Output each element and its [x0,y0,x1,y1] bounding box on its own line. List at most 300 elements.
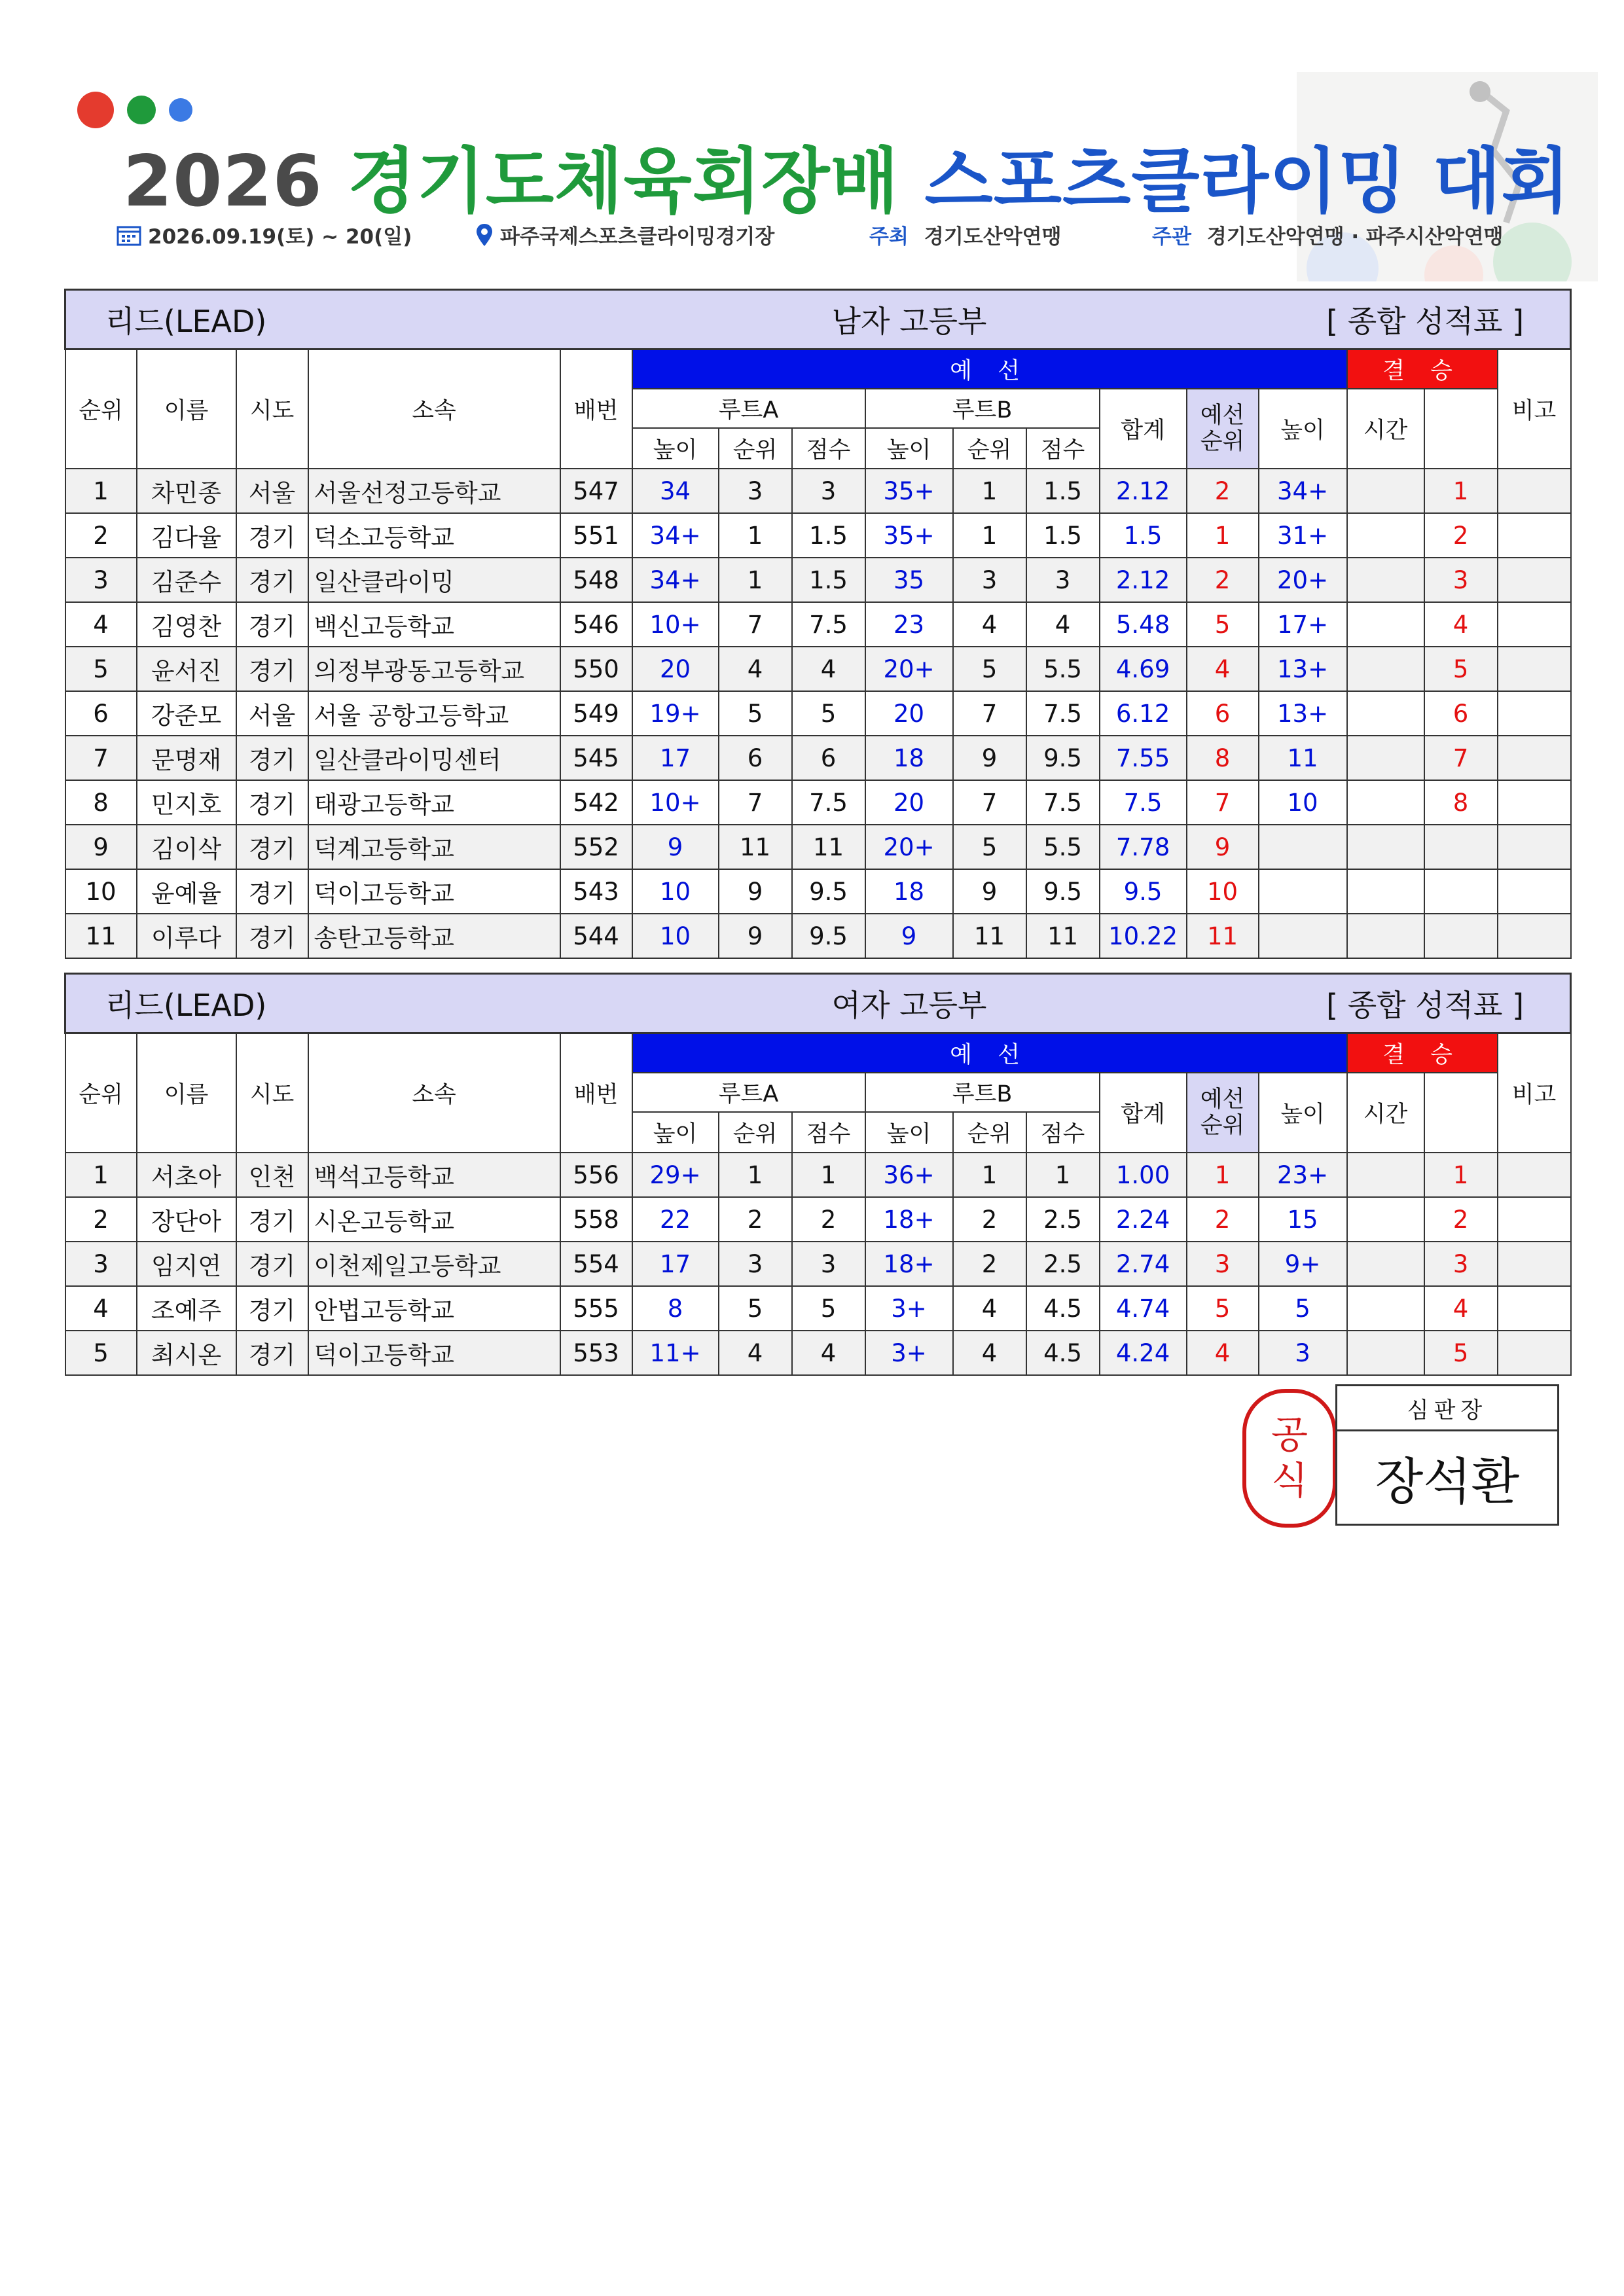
route-b-rank-cell: 4 [953,1331,1026,1375]
division-title: 여자 고등부 [632,974,1187,1033]
affiliation-cell: 서울 공항고등학교 [308,691,560,736]
rank-cell: 6 [65,691,137,736]
organizer-value: 경기도산악연맹 · 파주시산악연맹 [1206,225,1504,249]
time-cell [1347,1242,1424,1286]
final-rank-cell: 8 [1424,780,1498,825]
stamp-text-top: 공 [1271,1412,1308,1458]
table-row [65,825,1571,869]
name-cell: 강준모 [137,691,236,736]
route-b-rank-cell: 2 [953,1242,1026,1286]
bib-cell: 542 [560,780,632,825]
route-b-rank-cell: 4 [953,1286,1026,1331]
official-stamp [1242,1389,1337,1528]
route-b-score-cell: 5.5 [1026,825,1100,869]
route-b-height-cell: 35 [865,558,953,602]
route-b-score-cell: 5.5 [1026,647,1100,691]
total-cell: 5.48 [1100,602,1187,647]
region-cell: 경기 [236,558,308,602]
route-b-height-cell: 35+ [865,513,953,558]
name-cell: 문명재 [137,736,236,780]
final-height-cell: 34+ [1259,469,1347,513]
route-a-rank-cell: 2 [719,1197,792,1242]
section-header [65,974,1571,1033]
host-info [869,220,1062,249]
region-cell: 서울 [236,691,308,736]
affiliation-cell: 일산클라이밍 [308,558,560,602]
time-cell [1347,513,1424,558]
name-cell: 김준수 [137,558,236,602]
col-b-height: 높이 [865,428,953,469]
final-rank-cell: 5 [1424,1331,1498,1375]
col-routeA: 루트A [632,389,865,428]
route-b-height-cell: 35+ [865,469,953,513]
route-a-rank-cell: 11 [719,825,792,869]
note-cell [1498,602,1571,647]
route-b-score-cell: 9.5 [1026,869,1100,914]
table-row [65,1153,1571,1197]
table-row [65,469,1571,513]
prelim-rank-cell: 9 [1187,825,1259,869]
affiliation-cell: 백석고등학교 [308,1153,560,1197]
bib-cell: 556 [560,1153,632,1197]
route-a-rank-cell: 5 [719,1286,792,1331]
route-a-score-cell: 1.5 [792,558,865,602]
route-a-height-cell: 17 [632,1242,719,1286]
rank-cell: 11 [65,914,137,958]
stamp-text-bottom: 식 [1271,1458,1308,1503]
final-rank-cell: 4 [1424,602,1498,647]
table-row [65,1286,1571,1331]
table-row [65,780,1571,825]
route-a-height-cell: 17 [632,736,719,780]
host-label: 주최 [869,225,909,249]
col-a-height: 높이 [632,428,719,469]
route-a-rank-cell: 9 [719,914,792,958]
route-b-height-cell: 23 [865,602,953,647]
note-cell [1498,1286,1571,1331]
col-b-rank: 순위 [953,428,1026,469]
route-b-score-cell: 2.5 [1026,1197,1100,1242]
results-table-men [64,289,1572,959]
event-type: 리드(LEAD) [65,974,632,1033]
final-rank-cell: 2 [1424,1197,1498,1242]
col-routeB: 루트B [865,1073,1100,1112]
col-bib: 배번 [560,1033,632,1153]
route-a-height-cell: 9 [632,825,719,869]
table-row [65,558,1571,602]
table-row [65,691,1571,736]
final-height-cell: 9+ [1259,1242,1347,1286]
col-b-rank: 순위 [953,1112,1026,1153]
affiliation-cell: 안법고등학교 [308,1286,560,1331]
blue-dot [169,98,192,122]
col-region: 시도 [236,1033,308,1153]
chief-judge-signature: 장석환 [1375,1452,1520,1511]
route-b-score-cell: 1.5 [1026,469,1100,513]
route-a-height-cell: 34+ [632,558,719,602]
name-cell: 차민종 [137,469,236,513]
bib-cell: 547 [560,469,632,513]
col-final: 결 승 [1347,1033,1498,1073]
name-cell: 김영찬 [137,602,236,647]
time-cell [1347,1331,1424,1375]
col-routeA: 루트A [632,1073,865,1112]
route-a-rank-cell: 1 [719,513,792,558]
route-a-score-cell: 4 [792,1331,865,1375]
col-a-score: 점수 [792,1112,865,1153]
route-b-height-cell: 18+ [865,1197,953,1242]
region-cell: 경기 [236,869,308,914]
col-routeB: 루트B [865,389,1100,428]
route-a-height-cell: 19+ [632,691,719,736]
header-row-1 [65,1033,1571,1073]
table-row [65,1197,1571,1242]
affiliation-cell: 이천제일고등학교 [308,1242,560,1286]
col-affiliation: 소속 [308,350,560,469]
rank-cell: 9 [65,825,137,869]
bib-cell: 553 [560,1331,632,1375]
route-a-score-cell: 5 [792,1286,865,1331]
table-row [65,1331,1571,1375]
name-cell: 윤서진 [137,647,236,691]
route-a-height-cell: 22 [632,1197,719,1242]
total-cell: 9.5 [1100,869,1187,914]
route-a-score-cell: 5 [792,691,865,736]
header-row-1 [65,350,1571,389]
col-time: 시간 [1347,1073,1424,1153]
route-a-score-cell: 9.5 [792,914,865,958]
total-cell: 4.69 [1100,647,1187,691]
time-cell [1347,558,1424,602]
prelim-rank-cell: 4 [1187,647,1259,691]
col-name: 이름 [137,350,236,469]
route-b-height-cell: 3+ [865,1331,953,1375]
route-b-height-cell: 36+ [865,1153,953,1197]
region-cell: 경기 [236,780,308,825]
final-height-cell: 10 [1259,780,1347,825]
final-height-cell: 13+ [1259,691,1347,736]
total-cell: 2.24 [1100,1197,1187,1242]
route-a-score-cell: 7.5 [792,780,865,825]
name-cell: 김다율 [137,513,236,558]
total-cell: 4.24 [1100,1331,1187,1375]
rank-cell: 5 [65,647,137,691]
final-rank-cell [1424,825,1498,869]
route-b-rank-cell: 1 [953,469,1026,513]
name-cell: 서초아 [137,1153,236,1197]
route-b-rank-cell: 5 [953,825,1026,869]
col-name: 이름 [137,1033,236,1153]
route-b-score-cell: 4.5 [1026,1286,1100,1331]
total-cell: 7.78 [1100,825,1187,869]
name-cell: 이루다 [137,914,236,958]
summary-label: [ 종합 성적표 ] [1187,290,1571,350]
route-b-rank-cell: 9 [953,869,1026,914]
col-a-score: 점수 [792,428,865,469]
route-a-score-cell: 3 [792,469,865,513]
route-a-rank-cell: 7 [719,602,792,647]
table-row [65,914,1571,958]
route-a-height-cell: 10 [632,914,719,958]
time-cell [1347,602,1424,647]
route-a-height-cell: 20 [632,647,719,691]
organizer-info [1152,220,1504,249]
col-note: 비고 [1498,1033,1571,1153]
region-cell: 경기 [236,513,308,558]
col-final: 결 승 [1347,350,1498,389]
rank-cell: 3 [65,558,137,602]
col-total: 합계 [1100,389,1187,469]
prelim-rank-cell: 5 [1187,602,1259,647]
title-blue: 스포츠클라이밍 대회 [924,141,1570,223]
final-height-cell: 20+ [1259,558,1347,602]
time-cell [1347,691,1424,736]
route-a-height-cell: 8 [632,1286,719,1331]
route-b-height-cell: 3+ [865,1286,953,1331]
region-cell: 인천 [236,1153,308,1197]
affiliation-cell: 태광고등학교 [308,780,560,825]
route-a-rank-cell: 4 [719,647,792,691]
route-b-score-cell: 4 [1026,602,1100,647]
prelim-rank-cell: 8 [1187,736,1259,780]
route-b-score-cell: 1 [1026,1153,1100,1197]
final-height-cell: 31+ [1259,513,1347,558]
prelim-rank-cell: 2 [1187,469,1259,513]
rank-cell: 1 [65,1153,137,1197]
bib-cell: 550 [560,647,632,691]
route-a-rank-cell: 6 [719,736,792,780]
time-cell [1347,869,1424,914]
route-b-rank-cell: 4 [953,602,1026,647]
rank-cell: 4 [65,1286,137,1331]
region-cell: 경기 [236,825,308,869]
name-cell: 조예주 [137,1286,236,1331]
route-b-height-cell: 20 [865,691,953,736]
rank-cell: 2 [65,513,137,558]
final-height-cell: 23+ [1259,1153,1347,1197]
route-a-score-cell: 2 [792,1197,865,1242]
time-cell [1347,914,1424,958]
total-cell: 2.74 [1100,1242,1187,1286]
col-rank: 순위 [65,1033,137,1153]
table-row [65,602,1571,647]
route-b-height-cell: 20+ [865,647,953,691]
total-cell: 7.5 [1100,780,1187,825]
name-cell: 윤예율 [137,869,236,914]
final-rank-cell: 3 [1424,558,1498,602]
bib-cell: 554 [560,1242,632,1286]
col-prelim-rank: 예선 순위 [1187,389,1259,469]
event-type: 리드(LEAD) [65,290,632,350]
route-a-rank-cell: 5 [719,691,792,736]
final-height-cell [1259,825,1347,869]
venue-info [475,220,774,249]
time-cell [1347,469,1424,513]
final-rank-cell [1424,869,1498,914]
total-cell: 6.12 [1100,691,1187,736]
region-cell: 경기 [236,647,308,691]
prelim-rank-cell: 5 [1187,1286,1259,1331]
bib-cell: 545 [560,736,632,780]
col-prelim-rank: 예선 순위 [1187,1073,1259,1153]
note-cell [1498,1331,1571,1375]
col-b-score: 점수 [1026,1112,1100,1153]
total-cell: 4.74 [1100,1286,1187,1331]
route-a-rank-cell: 7 [719,780,792,825]
title-green: 경기도체육회장배 [348,141,899,223]
note-cell [1498,558,1571,602]
note-cell [1498,736,1571,780]
chief-judge-title: 심판장 [1337,1386,1557,1431]
affiliation-cell: 덕계고등학교 [308,825,560,869]
time-cell [1347,736,1424,780]
total-cell: 1.00 [1100,1153,1187,1197]
bib-cell: 548 [560,558,632,602]
bib-cell: 549 [560,691,632,736]
name-cell: 최시온 [137,1331,236,1375]
note-cell [1498,869,1571,914]
final-height-cell: 13+ [1259,647,1347,691]
time-cell [1347,647,1424,691]
route-a-score-cell: 7.5 [792,602,865,647]
final-rank-cell: 6 [1424,691,1498,736]
note-cell [1498,1242,1571,1286]
final-rank-cell: 3 [1424,1242,1498,1286]
prelim-rank-cell: 7 [1187,780,1259,825]
note-cell [1498,825,1571,869]
route-a-score-cell: 1 [792,1153,865,1197]
region-cell: 경기 [236,736,308,780]
route-b-height-cell: 18+ [865,1242,953,1286]
name-cell: 김이삭 [137,825,236,869]
note-cell [1498,647,1571,691]
route-a-score-cell: 6 [792,736,865,780]
final-height-cell: 15 [1259,1197,1347,1242]
col-b-height: 높이 [865,1112,953,1153]
bib-cell: 543 [560,869,632,914]
route-b-rank-cell: 5 [953,647,1026,691]
event-venue: 파주국제스포츠클라이밍경기장 [500,225,775,249]
route-a-score-cell: 11 [792,825,865,869]
final-height-cell: 11 [1259,736,1347,780]
division-title: 남자 고등부 [632,290,1187,350]
route-a-height-cell: 29+ [632,1153,719,1197]
route-a-height-cell: 10+ [632,602,719,647]
route-b-rank-cell: 1 [953,1153,1026,1197]
calendar-icon [117,224,141,246]
final-rank-cell: 2 [1424,513,1498,558]
route-a-rank-cell: 4 [719,1331,792,1375]
col-total: 합계 [1100,1073,1187,1153]
affiliation-cell: 서울선정고등학교 [308,469,560,513]
col-note: 비고 [1498,350,1571,469]
affiliation-cell: 일산클라이밍센터 [308,736,560,780]
event-info-bar [117,220,1519,251]
bib-cell: 555 [560,1286,632,1331]
name-cell: 장단아 [137,1197,236,1242]
route-a-rank-cell: 1 [719,1153,792,1197]
col-affiliation: 소속 [308,1033,560,1153]
table-row [65,647,1571,691]
route-a-rank-cell: 3 [719,1242,792,1286]
route-b-score-cell: 7.5 [1026,691,1100,736]
prelim-rank-cell: 10 [1187,869,1259,914]
rank-cell: 3 [65,1242,137,1286]
red-dot [77,92,114,128]
route-b-height-cell: 20 [865,780,953,825]
bib-cell: 558 [560,1197,632,1242]
time-cell [1347,825,1424,869]
region-cell: 경기 [236,602,308,647]
route-a-height-cell: 10 [632,869,719,914]
table-row [65,513,1571,558]
summary-label: [ 종합 성적표 ] [1187,974,1571,1033]
final-height-cell: 3 [1259,1331,1347,1375]
route-b-score-cell: 11 [1026,914,1100,958]
route-a-rank-cell: 3 [719,469,792,513]
prelim-rank-cell: 1 [1187,1153,1259,1197]
col-time: 시간 [1347,389,1424,469]
date-info [117,220,412,249]
route-b-height-cell: 18 [865,736,953,780]
rank-cell: 5 [65,1331,137,1375]
event-title [123,124,1570,226]
total-cell: 1.5 [1100,513,1187,558]
final-height-cell: 17+ [1259,602,1347,647]
affiliation-cell: 백신고등학교 [308,602,560,647]
route-a-height-cell: 10+ [632,780,719,825]
note-cell [1498,691,1571,736]
total-cell: 10.22 [1100,914,1187,958]
table-row [65,1242,1571,1286]
final-rank-cell: 1 [1424,469,1498,513]
route-a-rank-cell: 1 [719,558,792,602]
final-height-cell [1259,869,1347,914]
region-cell: 경기 [236,1242,308,1286]
rank-cell: 8 [65,780,137,825]
region-cell: 경기 [236,1197,308,1242]
rank-cell: 10 [65,869,137,914]
prelim-rank-cell: 4 [1187,1331,1259,1375]
total-cell: 7.55 [1100,736,1187,780]
affiliation-cell: 덕소고등학교 [308,513,560,558]
time-cell [1347,1197,1424,1242]
rank-cell: 4 [65,602,137,647]
route-a-score-cell: 4 [792,647,865,691]
region-cell: 서울 [236,469,308,513]
route-b-score-cell: 1.5 [1026,513,1100,558]
route-b-score-cell: 7.5 [1026,780,1100,825]
route-a-height-cell: 34 [632,469,719,513]
total-cell: 2.12 [1100,469,1187,513]
chief-judge-box [1335,1384,1559,1526]
note-cell [1498,914,1571,958]
event-date: 2026.09.19(토) ~ 20(일) [148,225,412,249]
note-cell [1498,1153,1571,1197]
route-a-score-cell: 3 [792,1242,865,1286]
rank-cell: 1 [65,469,137,513]
final-rank-cell [1424,914,1498,958]
organizer-label: 주관 [1152,225,1191,249]
green-dot [127,96,156,124]
final-rank-cell: 5 [1424,647,1498,691]
final-rank-cell: 1 [1424,1153,1498,1197]
route-b-rank-cell: 11 [953,914,1026,958]
prelim-rank-cell: 6 [1187,691,1259,736]
note-cell [1498,513,1571,558]
col-b-score: 점수 [1026,428,1100,469]
bib-cell: 552 [560,825,632,869]
